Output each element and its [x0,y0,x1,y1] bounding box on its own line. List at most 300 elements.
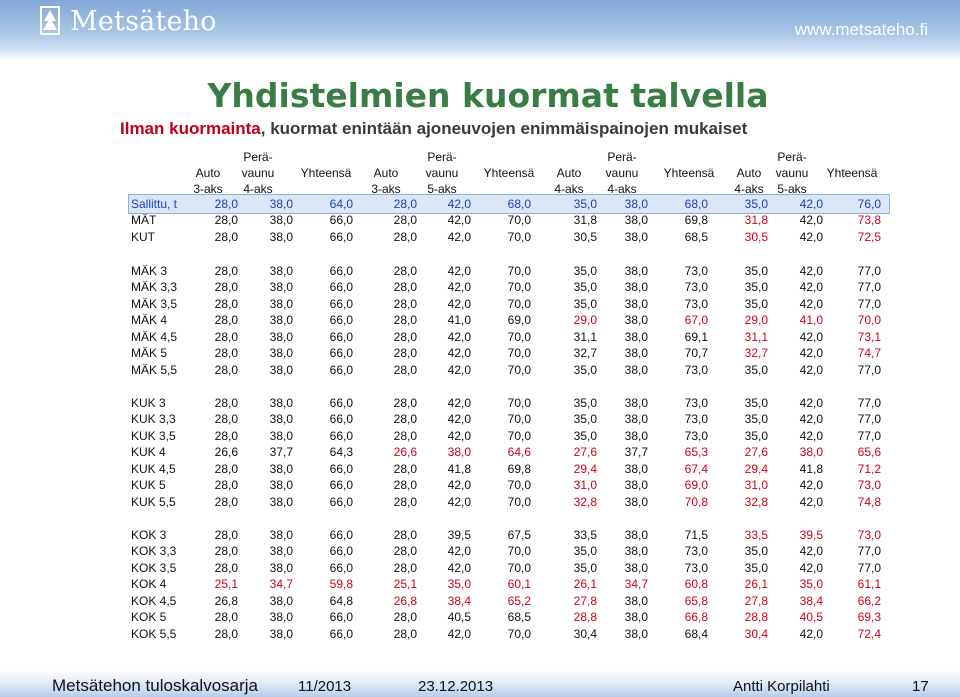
table-cell: 70,0 [507,544,531,558]
table-cell: 42,0 [447,330,471,344]
table-cell: 77,0 [857,544,881,558]
table-cell: 41,8 [447,462,471,476]
table-cell: 35,0 [573,412,597,426]
table-cell: 73,1 [857,330,881,344]
table-cell: 28,0 [393,412,417,426]
table-cell: 38,0 [624,478,648,492]
table-cell: 26,6 [214,445,238,459]
table-cell: 77,0 [857,561,881,575]
table-cell: 38,0 [269,230,293,244]
table-cell: 72,5 [857,230,881,244]
table-cell: 31,8 [744,213,768,227]
table-cell: 69,8 [507,462,531,476]
table-cell: 42,0 [447,412,471,426]
table-cell: 25,1 [393,577,417,591]
row-label: KUK 5 [131,478,166,492]
table-cell: 28,0 [393,478,417,492]
table-cell: 42,0 [799,429,823,443]
table-cell: 42,0 [447,346,471,360]
table-cell: 64,0 [329,197,353,211]
table-cell: 31,8 [573,213,597,227]
table-cell: 70,0 [507,280,531,294]
table-cell: 35,0 [573,544,597,558]
column-header: 5-aks [427,182,457,196]
column-header: Perä- [243,150,273,164]
row-label: MÄK 3,5 [131,297,178,311]
row-label: KUK 4,5 [131,462,176,476]
row-label: Sallittu, t [131,197,178,211]
table-cell: 32,8 [573,495,597,509]
table-cell: 31,0 [744,478,768,492]
table-cell: 28,0 [214,330,238,344]
column-header: vaunu [605,166,639,180]
table-cell: 35,0 [573,197,597,211]
table-cell: 38,4 [799,594,823,608]
column-header: vaunu [425,166,459,180]
table-cell: 67,5 [507,528,531,542]
table-cell: 71,5 [684,528,708,542]
logo-text: Metsäteho [70,5,217,37]
table-cell: 59,8 [329,577,353,591]
table-cell: 28,0 [214,264,238,278]
table-cell: 42,0 [799,213,823,227]
table-cell: 27,8 [744,594,768,608]
table-cell: 42,0 [799,264,823,278]
table-cell: 42,0 [447,264,471,278]
table-cell: 73,0 [684,264,708,278]
table-cell: 31,0 [573,478,597,492]
column-header: 4-aks [554,182,584,196]
table-cell: 35,0 [744,429,768,443]
table-cell: 28,0 [214,462,238,476]
row-label: MÄK 5,5 [131,363,178,377]
table-cell: 35,0 [799,577,823,591]
table-cell: 35,0 [573,280,597,294]
table-cell: 68,5 [684,230,708,244]
table-cell: 38,0 [269,330,293,344]
site-url[interactable]: www.metsateho.fi [794,20,928,39]
table-cell: 77,0 [857,396,881,410]
table-cell: 35,0 [744,197,768,211]
table-cell: 73,0 [684,561,708,575]
column-header: Yhteensä [826,166,878,180]
table-cell: 38,0 [269,561,293,575]
table-cell: 38,0 [269,297,293,311]
table-cell: 38,0 [624,429,648,443]
table-cell: 66,0 [329,528,353,542]
table-cell: 28,0 [393,396,417,410]
table-cell: 26,8 [214,594,238,608]
table-cell: 42,0 [447,197,471,211]
table-cell: 38,0 [269,495,293,509]
table-cell: 72,4 [857,627,881,641]
table-cell: 35,0 [744,280,768,294]
table-cell: 26,1 [573,577,597,591]
table-cell: 38,0 [447,445,471,459]
table-cell: 77,0 [857,429,881,443]
table-cell: 66,0 [329,495,353,509]
table-cell: 28,0 [214,610,238,624]
table-cell: 70,0 [507,478,531,492]
table-cell: 70,0 [857,313,881,327]
table-cell: 66,8 [684,610,708,624]
table-cell: 65,3 [684,445,708,459]
table-cell: 66,0 [329,330,353,344]
subtitle-highlight: Ilman kuormainta [120,119,261,138]
table-cell: 42,0 [447,396,471,410]
table-cell: 68,0 [507,197,531,211]
table-cell: 70,8 [684,495,708,509]
column-header: 4-aks [607,182,637,196]
table-cell: 41,8 [799,462,823,476]
table-cell: 38,0 [624,313,648,327]
table-cell: 28,0 [214,396,238,410]
table-cell: 35,0 [744,561,768,575]
row-label: KOK 5 [131,610,167,624]
column-header: 4-aks [734,182,764,196]
row-label: MÄK 4,5 [131,330,178,344]
table-cell: 28,0 [214,478,238,492]
table-cell: 66,0 [329,230,353,244]
table-cell: 65,8 [684,594,708,608]
table-cell: 61,1 [857,577,881,591]
table-cell: 41,0 [799,313,823,327]
table-cell: 38,0 [269,313,293,327]
table-cell: 38,0 [624,627,648,641]
table-cell: 65,2 [507,594,531,608]
table-cell: 28,0 [214,412,238,426]
table-cell: 42,0 [799,297,823,311]
table-cell: 38,0 [799,445,823,459]
table-cell: 67,0 [684,313,708,327]
row-label: MÄT [131,213,157,227]
table-cell: 35,0 [573,363,597,377]
table-cell: 29,0 [744,313,768,327]
table-cell: 28,0 [393,610,417,624]
table-cell: 66,0 [329,412,353,426]
table-cell: 28,0 [214,346,238,360]
table-cell: 70,0 [507,561,531,575]
column-header: 3-aks [193,182,223,196]
table-cell: 28,0 [393,330,417,344]
table-cell: 37,7 [624,445,648,459]
row-label: KOK 3 [131,528,167,542]
table-cell: 38,0 [269,462,293,476]
table-cell: 38,0 [269,346,293,360]
table-cell: 38,0 [269,213,293,227]
table-cell: 27,8 [573,594,597,608]
table-cell: 41,0 [447,313,471,327]
column-header: vaunu [775,166,809,180]
table-cell: 66,0 [329,627,353,641]
table-cell: 33,5 [744,528,768,542]
table-cell: 28,0 [214,363,238,377]
table-cell: 74,7 [857,346,881,360]
table-cell: 38,0 [624,197,648,211]
table-cell: 70,0 [507,264,531,278]
table-cell: 70,0 [507,396,531,410]
table-cell: 68,0 [684,197,708,211]
row-label: KUK 5,5 [131,495,176,509]
table-cell: 30,5 [744,230,768,244]
table-cell: 30,4 [573,627,597,641]
table-cell: 73,8 [857,213,881,227]
table-cell: 38,0 [624,594,648,608]
column-header: Yhteensä [483,166,535,180]
logo [38,4,217,38]
table-cell: 70,0 [507,213,531,227]
row-label: KOK 4 [131,577,167,591]
table-cell: 68,5 [507,610,531,624]
table-cell: 42,0 [447,495,471,509]
table-cell: 38,0 [269,610,293,624]
table-cell: 28,0 [393,313,417,327]
table-cell: 28,0 [393,213,417,227]
table-cell: 42,0 [447,627,471,641]
table-cell: 42,0 [447,363,471,377]
table-cell: 42,0 [799,561,823,575]
table-cell: 26,6 [393,445,417,459]
table-cell: 69,3 [857,610,881,624]
table-cell: 33,5 [573,528,597,542]
table-cell: 66,0 [329,264,353,278]
footer-author: Antti Korpilahti [733,678,830,695]
table-cell: 66,0 [329,280,353,294]
table-cell: 38,0 [269,478,293,492]
table-cell: 73,0 [684,412,708,426]
table-cell: 28,0 [393,561,417,575]
table-cell: 38,0 [624,213,648,227]
table-cell: 73,0 [684,297,708,311]
table-cell: 28,8 [573,610,597,624]
table-cell: 70,0 [507,363,531,377]
table-cell: 38,0 [624,330,648,344]
table-cell: 67,4 [684,462,708,476]
table-cell: 35,0 [744,544,768,558]
table-cell: 73,0 [857,478,881,492]
table-cell: 28,0 [214,544,238,558]
footer-date: 23.12.2013 [418,678,494,695]
table-cell: 68,4 [684,627,708,641]
table-cell: 76,0 [857,197,881,211]
table-cell: 42,0 [799,478,823,492]
table-cell: 66,0 [329,478,353,492]
table-cell: 70,0 [507,495,531,509]
row-label: KUK 3,5 [131,429,176,443]
table-cell: 42,0 [447,561,471,575]
table-cell: 69,0 [507,313,531,327]
row-label: KOK 3,5 [131,561,177,575]
table-cell: 42,0 [447,544,471,558]
table-cell: 70,0 [507,297,531,311]
table-cell: 66,0 [329,396,353,410]
table-cell: 28,0 [393,297,417,311]
table-cell: 42,0 [799,412,823,426]
table-cell: 66,0 [329,313,353,327]
table-cell: 35,0 [744,396,768,410]
table-cell: 30,5 [573,230,597,244]
table-cell: 66,0 [329,610,353,624]
table-cell: 26,8 [393,594,417,608]
table-cell: 38,0 [624,297,648,311]
table-cell: 38,0 [624,346,648,360]
table-cell: 77,0 [857,363,881,377]
row-label: KOK 4,5 [131,594,177,608]
table-cell: 60,1 [507,577,531,591]
table-cell: 29,0 [573,313,597,327]
column-header: Auto [373,166,399,180]
table-cell: 66,0 [329,363,353,377]
column-header: Perä- [777,150,807,164]
column-header: Auto [736,166,762,180]
table-cell: 32,7 [744,346,768,360]
table-cell: 38,0 [269,429,293,443]
column-header: Yhteensä [300,166,352,180]
table-cell: 70,0 [507,412,531,426]
row-label: KUT [131,230,155,244]
table-cell: 25,1 [214,577,238,591]
column-header: Auto [195,166,221,180]
row-label: KUK 4 [131,445,166,459]
row-label: MÄK 3 [131,264,168,278]
table-cell: 28,0 [214,561,238,575]
column-header: Auto [556,166,582,180]
table-cell: 34,7 [269,577,293,591]
table-cell: 28,0 [393,429,417,443]
table-cell: 70,0 [507,346,531,360]
table-cell: 42,0 [799,197,823,211]
row-label: MÄK 4 [131,313,168,327]
table-cell: 38,0 [269,280,293,294]
table-cell: 66,0 [329,462,353,476]
column-header: 3-aks [371,182,401,196]
table-cell: 69,1 [684,330,708,344]
table-cell: 42,0 [447,429,471,443]
table-cell: 28,0 [214,313,238,327]
column-header: 5-aks [777,182,807,196]
table-cell: 38,0 [624,264,648,278]
table-cell: 38,0 [269,363,293,377]
table-cell: 42,0 [447,297,471,311]
table-cell: 28,0 [393,264,417,278]
table-cell: 66,0 [329,346,353,360]
table-cell: 34,7 [624,577,648,591]
table-cell: 38,0 [624,495,648,509]
table-cell: 38,0 [269,396,293,410]
table-cell: 38,0 [269,264,293,278]
tree-logo-icon [38,4,62,38]
column-header: 4-aks [243,182,273,196]
row-label: KOK 3,3 [131,544,177,558]
table-cell: 38,0 [269,544,293,558]
table-cell: 65,6 [857,445,881,459]
table-cell: 64,8 [329,594,353,608]
table-cell: 35,0 [573,561,597,575]
column-header: Yhteensä [663,166,715,180]
table-cell: 40,5 [447,610,471,624]
table-cell: 37,7 [269,445,293,459]
row-label: KOK 5,5 [131,627,177,641]
table-cell: 35,0 [573,429,597,443]
table-cell: 28,0 [393,495,417,509]
table-cell: 38,4 [447,594,471,608]
table-cell: 28,0 [393,627,417,641]
table-cell: 29,4 [744,462,768,476]
table-cell: 28,0 [393,197,417,211]
table-cell: 66,0 [329,561,353,575]
table-cell: 70,0 [507,330,531,344]
table-cell: 28,0 [393,462,417,476]
column-header: Perä- [427,150,457,164]
table-cell: 38,0 [624,412,648,426]
table-cell: 28,0 [214,280,238,294]
table-cell: 66,0 [329,544,353,558]
table-cell: 77,0 [857,297,881,311]
table-cell: 38,0 [269,627,293,641]
table-cell: 42,0 [799,627,823,641]
table-cell: 69,0 [684,478,708,492]
footer-page-number: 17 [912,678,929,695]
table-cell: 38,0 [624,230,648,244]
table-cell: 28,0 [214,528,238,542]
table-cell: 39,5 [447,528,471,542]
table-cell: 42,0 [799,363,823,377]
table-cell: 31,1 [573,330,597,344]
table-cell: 73,0 [684,280,708,294]
table-cell: 28,0 [214,627,238,641]
table-cell: 38,0 [624,280,648,294]
table-cell: 42,0 [799,495,823,509]
table-cell: 77,0 [857,280,881,294]
table-cell: 38,0 [624,396,648,410]
column-header: Perä- [607,150,637,164]
row-label: MÄK 3,3 [131,280,178,294]
table-cell: 38,0 [624,462,648,476]
table-cell: 32,7 [573,346,597,360]
row-label: KUK 3 [131,396,166,410]
subtitle-text: , kuormat enintään ajoneuvojen enimmäispainojen mukaiset [260,119,748,138]
table-cell: 28,0 [393,544,417,558]
table-cell: 66,0 [329,297,353,311]
table-cell: 70,7 [684,346,708,360]
table-cell: 70,0 [507,429,531,443]
row-label: KUK 3,3 [131,412,176,426]
table-cell: 70,0 [507,230,531,244]
subtitle [120,119,747,139]
table-cell: 35,0 [744,363,768,377]
table-cell: 42,0 [447,280,471,294]
table-cell: 35,0 [573,297,597,311]
table-cell: 38,0 [624,610,648,624]
table-cell: 38,0 [624,363,648,377]
page-title: Yhdistelmien kuormat talvella [207,76,769,115]
table-cell: 74,8 [857,495,881,509]
table-cell: 42,0 [799,544,823,558]
table-cell: 28,0 [214,429,238,443]
table-cell: 42,0 [799,396,823,410]
table-cell: 35,0 [447,577,471,591]
table-cell: 38,0 [624,561,648,575]
table-cell: 40,5 [799,610,823,624]
table-cell: 73,0 [857,528,881,542]
table-cell: 42,0 [799,346,823,360]
table-cell: 28,0 [214,495,238,509]
table-cell: 32,8 [744,495,768,509]
table-cell: 64,6 [507,445,531,459]
table-cell: 66,0 [329,429,353,443]
table-cell: 60,8 [684,577,708,591]
table-cell: 38,0 [269,594,293,608]
